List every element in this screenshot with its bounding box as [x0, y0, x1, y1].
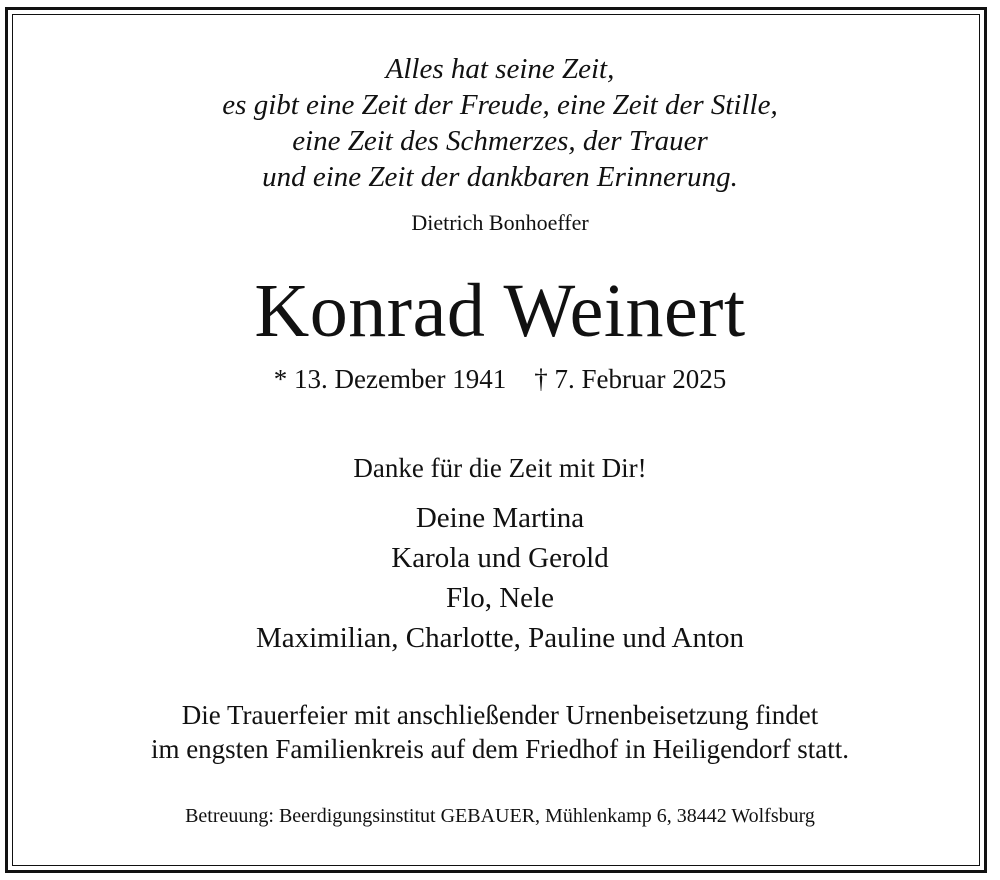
- death-date: † 7. Februar 2025: [534, 364, 727, 394]
- verse-author: Dietrich Bonhoeffer: [411, 210, 589, 235]
- mourner-line: Deine Martina: [415, 502, 585, 534]
- deceased-name: Konrad Weinert: [254, 269, 746, 353]
- birth-date: * 13. Dezember 1941: [273, 364, 507, 394]
- mourner-line: Karola und Gerold: [391, 542, 609, 574]
- notice-line: Die Trauerfeier mit anschließender Urnenbeisetzung findet: [181, 700, 819, 730]
- thanks-line: Danke für die Zeit mit Dir!: [353, 453, 647, 483]
- notice-line: im engsten Familienkreis auf dem Friedhof in Heiligendorf statt.: [150, 734, 850, 764]
- verse-line: und eine Zeit der dankbaren Erinnerung.: [262, 161, 738, 193]
- mourner-line: Flo, Nele: [446, 582, 554, 614]
- verse-line: es gibt eine Zeit der Freude, eine Zeit der Stille,: [222, 89, 778, 121]
- verse-line: eine Zeit des Schmerzes, der Trauer: [292, 125, 708, 157]
- life-dates: [0, 364, 1000, 395]
- verse-line: Alles hat seine Zeit,: [385, 53, 615, 85]
- funeral-home-line: Betreuung: Beerdigungsinstitut GEBAUER, Mühlenkamp 6, 38442 Wolfsburg: [185, 805, 815, 827]
- mourner-line: Maximilian, Charlotte, Pauline und Anton: [255, 622, 745, 654]
